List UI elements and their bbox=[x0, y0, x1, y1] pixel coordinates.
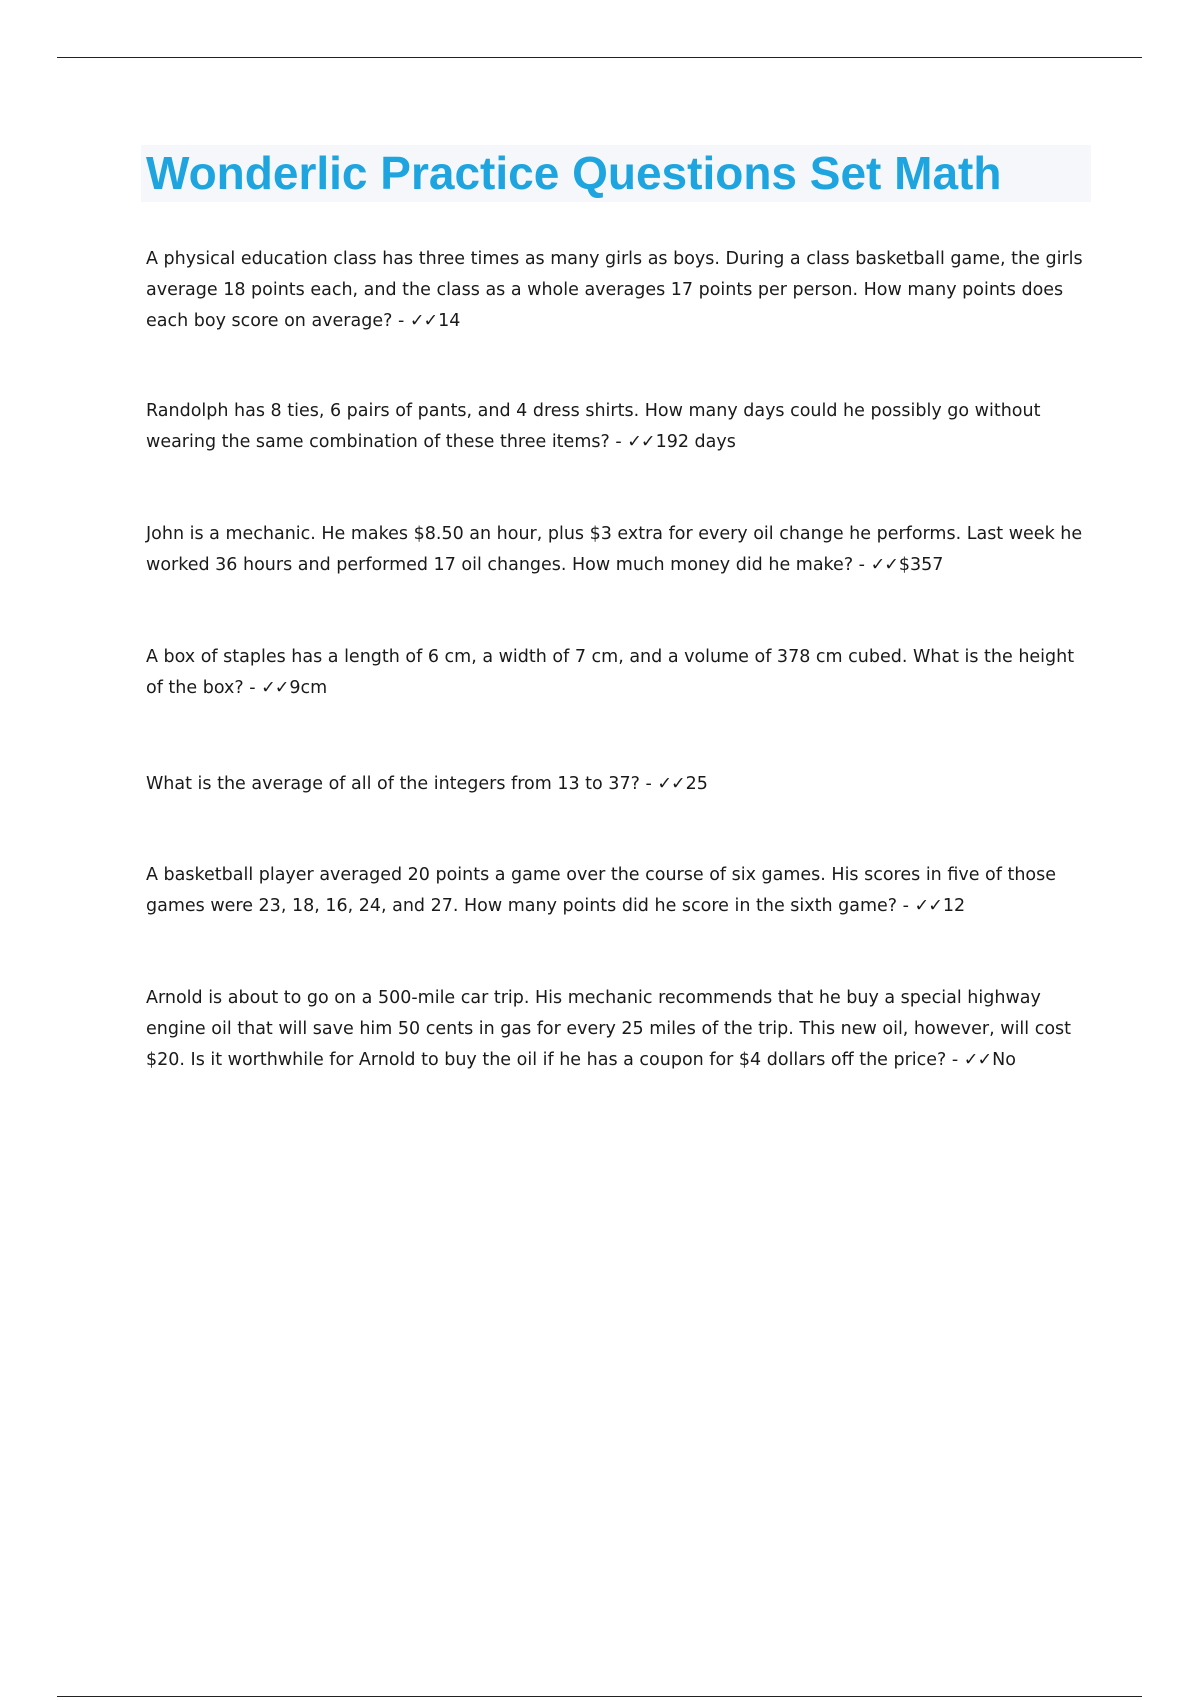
check-icon: ✓✓ bbox=[963, 1050, 992, 1070]
answer-text-3: $357 bbox=[898, 555, 944, 575]
answer-separator: - bbox=[243, 678, 262, 698]
question-text-4: A box of staples has a length of 6 cm, a width of 7 cm, and a volume of 378 cm cubed. What is the height of the box? bbox=[146, 647, 1075, 698]
qa-item-4 bbox=[146, 642, 1091, 704]
question-text-3: John is a mechanic. He makes $8.50 an hour, plus $3 extra for every oil change he performs. Last week he worked 36 hours and performed 17 oil changes. How much money did he make? bbox=[146, 524, 1083, 575]
answer-separator: - bbox=[392, 311, 410, 331]
question-text-7: Arnold is about to go on a 500-mile car trip. His mechanic recommends that he buy a special highway engine oil that will save him 50 cents in gas for every 25 miles of the trip. This new oil, however, will cost $20. Is it worthwhile for Arnold to buy the oil if he has a coupon for $4 dollars off the price? bbox=[146, 988, 1072, 1070]
answer-separator: - bbox=[853, 555, 871, 575]
question-text-1: A physical education class has three times as many girls as boys. During a class basketball game, the girls average 18 points each, and the class as a whole averages 17 points per person. How many points does each boy score on average? bbox=[146, 249, 1083, 331]
check-icon: ✓✓ bbox=[657, 774, 685, 794]
answer-text-7: No bbox=[992, 1050, 1016, 1070]
answer-separator: - bbox=[897, 896, 915, 916]
answer-separator: - bbox=[639, 774, 658, 794]
check-icon: ✓✓ bbox=[627, 432, 655, 452]
check-icon: ✓✓ bbox=[409, 311, 438, 331]
answer-text-2: 192 days bbox=[655, 432, 736, 452]
top-rule bbox=[57, 57, 1142, 58]
qa-item-7 bbox=[146, 983, 1091, 1076]
question-text-2: Randolph has 8 ties, 6 pairs of pants, and 4 dress shirts. How many days could he possibly go without wearing the same combination of these three items? bbox=[146, 401, 1041, 452]
qa-item-3 bbox=[146, 519, 1091, 581]
check-icon: ✓✓ bbox=[914, 896, 942, 916]
qa-item-1 bbox=[146, 244, 1091, 337]
answer-text-1: 14 bbox=[438, 311, 461, 331]
answer-text-4: 9cm bbox=[289, 678, 328, 698]
answer-text-5: 25 bbox=[685, 774, 708, 794]
qa-item-2 bbox=[146, 396, 1091, 458]
check-icon: ✓✓ bbox=[261, 678, 289, 698]
qa-item-5 bbox=[146, 769, 1091, 800]
question-text-5: What is the average of all of the integers from 13 to 37? bbox=[146, 774, 640, 794]
question-text-6: A basketball player averaged 20 points a game over the course of six games. His scores in five of those games were 23, 18, 16, 24, and 27. How many points did he score in the sixth game? bbox=[146, 865, 1057, 916]
bottom-rule bbox=[57, 1696, 1142, 1697]
answer-text-6: 12 bbox=[942, 896, 966, 916]
answer-separator: - bbox=[946, 1050, 964, 1070]
qa-item-6 bbox=[146, 860, 1091, 922]
check-icon: ✓✓ bbox=[870, 555, 898, 575]
answer-separator: - bbox=[609, 432, 628, 452]
page-title: Wonderlic Practice Questions Set Math bbox=[146, 147, 1002, 199]
